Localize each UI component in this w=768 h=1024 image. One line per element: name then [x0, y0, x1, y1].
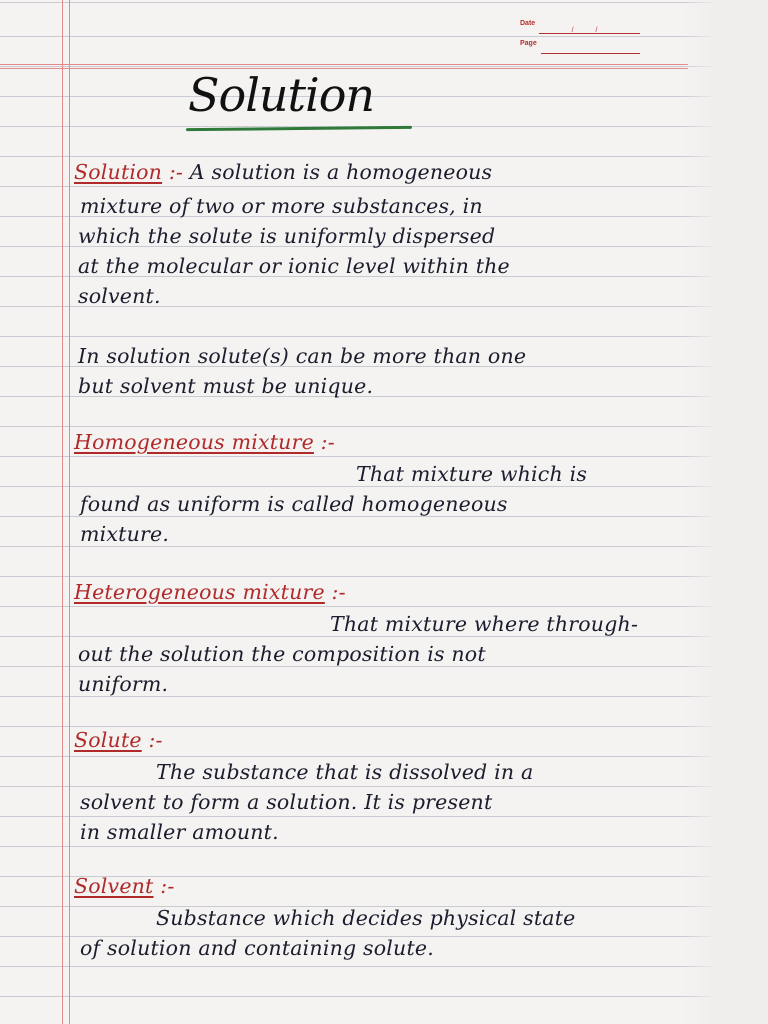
solute-separator: :- [148, 728, 163, 752]
solution-heading-line [74, 160, 492, 184]
heterogeneous-line-3: uniform. [78, 672, 169, 696]
solution-line-2: mixture of two or more substances, in [80, 194, 483, 218]
solution-separator: :- [168, 160, 184, 184]
solution-line-1: A solution is a homogeneous [189, 160, 493, 184]
solute-heading: Solute [74, 728, 142, 752]
solution-heading: Solution [74, 160, 163, 184]
solvent-heading-line [74, 874, 174, 898]
solution-line-5: solvent. [78, 284, 161, 308]
page-title: Solution [188, 68, 375, 122]
solvent-heading: Solvent [74, 874, 154, 898]
solute-line-2: solvent to form a solution. It is present [80, 790, 493, 814]
page-line [520, 34, 640, 54]
heterogeneous-line-1: That mixture where through- [330, 612, 639, 636]
solute-line-3: in smaller amount. [80, 820, 279, 844]
date-fill: / / [539, 21, 640, 34]
heterogeneous-heading-line [74, 580, 346, 604]
solvent-line-1: Substance which decides physical state [156, 906, 576, 930]
page-label: Page [520, 40, 537, 47]
date-label: Date [520, 20, 536, 27]
solvent-line-2: of solution and containing solute. [80, 936, 434, 960]
solute-note-line-2: but solvent must be unique. [78, 374, 374, 398]
homogeneous-line-2: found as uniform is called homogeneous [80, 492, 508, 516]
heterogeneous-heading: Heterogeneous mixture [74, 580, 325, 604]
margin-rule [62, 0, 70, 1024]
solute-line-1: The substance that is dissolved in a [156, 760, 534, 784]
title-underline [186, 126, 412, 131]
date-line [520, 14, 640, 34]
heterogeneous-separator: :- [331, 580, 346, 604]
homogeneous-line-3: mixture. [80, 522, 170, 546]
homogeneous-line-1: That mixture which is [356, 462, 588, 486]
heterogeneous-line-2: out the solution the composition is not [78, 642, 486, 666]
solvent-separator: :- [160, 874, 175, 898]
homogeneous-heading: Homogeneous mixture [74, 430, 314, 454]
solute-note-line-1: In solution solute(s) can be more than one [78, 344, 527, 368]
page-fill [541, 41, 640, 54]
homogeneous-separator: :- [320, 430, 335, 454]
date-page-box [520, 14, 640, 54]
homogeneous-heading-line [74, 430, 335, 454]
solute-heading-line [74, 728, 163, 752]
solution-line-4: at the molecular or ionic level within the [78, 254, 510, 278]
solution-line-3: which the solute is uniformly dispersed [78, 224, 496, 248]
